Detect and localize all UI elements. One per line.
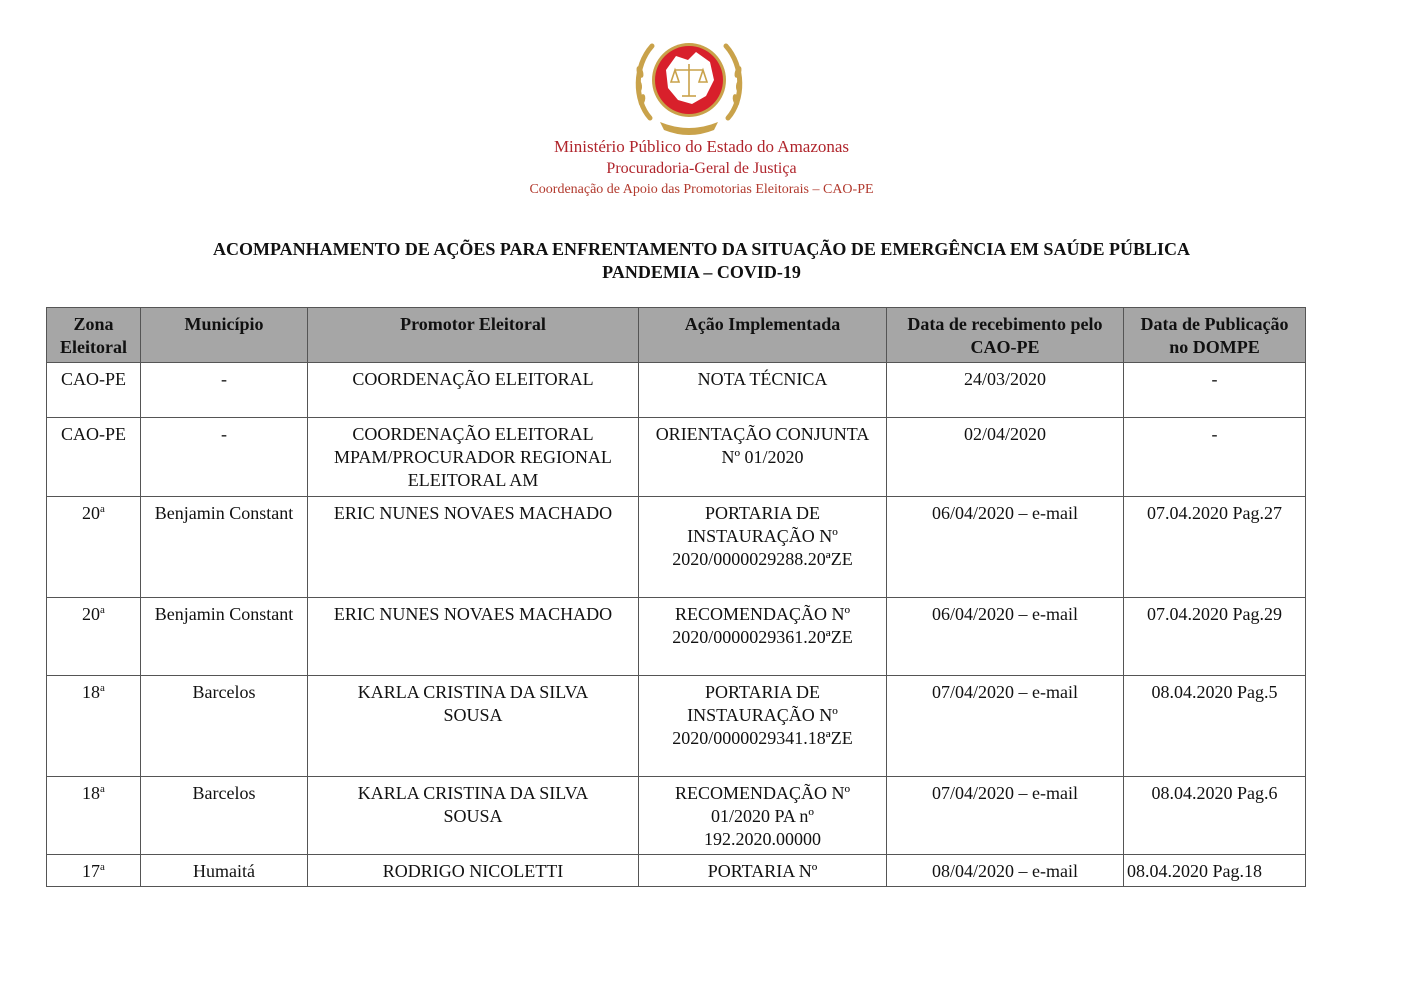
table-row	[47, 855, 1306, 887]
column-header-acao: Ação Implementada	[639, 308, 887, 363]
cell-zona: 20$^a$	[47, 598, 141, 676]
cell-data-recebimento: 06/04/2020 – e-mail	[887, 497, 1124, 598]
table-row	[47, 418, 1306, 497]
cell-data-publicacao: 08.04.2020 Pag.6	[1124, 777, 1306, 855]
cell-municipio: Barcelos	[141, 777, 308, 855]
cell-zona: 20$^a$	[47, 497, 141, 598]
cell-promotor: COORDENAÇÃO ELEITORAL	[308, 363, 639, 418]
cell-acao: ORIENTAÇÃO CONJUNTA Nº 01/2020	[639, 418, 887, 497]
cell-data-publicacao: 07.04.2020 Pag.27	[1124, 497, 1306, 598]
cell-acao: PORTARIA Nº	[639, 855, 887, 887]
cell-zona: 17$^a$	[47, 855, 141, 887]
cell-data-recebimento: 24/03/2020	[887, 363, 1124, 418]
cell-data-publicacao: -	[1124, 363, 1306, 418]
table-row	[47, 497, 1306, 598]
cell-zona: CAO-PE	[47, 363, 141, 418]
cell-municipio: Barcelos	[141, 676, 308, 777]
cell-acao: PORTARIA DE INSTAURAÇÃO Nº 2020/0000029288.20ªZE	[639, 497, 887, 598]
institution-seal-logo	[630, 26, 748, 138]
org-name: Ministério Público do Estado do Amazonas	[553, 137, 850, 156]
column-header-data-publicacao: Data de Publicação no DOMPE	[1124, 308, 1306, 363]
table-row	[47, 598, 1306, 676]
cell-acao: RECOMENDAÇÃO Nº 2020/0000029361.20ªZE	[639, 598, 887, 676]
cell-municipio: Benjamin Constant	[141, 598, 308, 676]
document-title	[100, 238, 1303, 284]
table-row	[47, 363, 1306, 418]
cell-promotor: COORDENAÇÃO ELEITORAL MPAM/PROCURADOR REGIONAL ELEITORAL AM	[308, 418, 639, 497]
table-row	[47, 676, 1306, 777]
department-name: Procuradoria-Geral de Justiça	[606, 160, 797, 177]
cell-data-recebimento: 02/04/2020	[887, 418, 1124, 497]
cell-municipio: Humaitá	[141, 855, 308, 887]
cell-zona: 18$^a$	[47, 777, 141, 855]
cell-promotor: ERIC NUNES NOVAES MACHADO	[308, 497, 639, 598]
table-row	[47, 777, 1306, 855]
column-header-promotor: Promotor Eleitoral	[308, 308, 639, 363]
cell-data-publicacao: 08.04.2020 Pag.5	[1124, 676, 1306, 777]
cell-promotor: KARLA CRISTINA DA SILVA SOUSA	[308, 676, 639, 777]
cell-zona: CAO-PE	[47, 418, 141, 497]
cell-data-publicacao: 08.04.2020 Pag.18	[1124, 855, 1306, 887]
actions-table	[46, 307, 1306, 887]
cell-promotor: RODRIGO NICOLETTI	[308, 855, 639, 887]
column-header-municipio: Município	[141, 308, 308, 363]
cell-data-publicacao: 07.04.2020 Pag.29	[1124, 598, 1306, 676]
title-line-1: ACOMPANHAMENTO DE AÇÕES PARA ENFRENTAMENTO DA SITUAÇÃO DE EMERGÊNCIA EM SAÚDE PÚBLICA	[213, 239, 1190, 259]
cell-promotor: KARLA CRISTINA DA SILVA SOUSA	[308, 777, 639, 855]
cell-municipio: -	[141, 363, 308, 418]
cell-acao: RECOMENDAÇÃO Nº 01/2020 PA nº 192.2020.00000	[639, 777, 887, 855]
cell-municipio: Benjamin Constant	[141, 497, 308, 598]
title-line-2: PANDEMIA – COVID-19	[602, 262, 801, 282]
cell-data-recebimento: 07/04/2020 – e-mail	[887, 676, 1124, 777]
cell-data-recebimento: 06/04/2020 – e-mail	[887, 598, 1124, 676]
column-header-data-recebimento: Data de recebimento pelo CAO-PE	[887, 308, 1124, 363]
cell-acao: NOTA TÉCNICA	[639, 363, 887, 418]
cell-acao: PORTARIA DE INSTAURAÇÃO Nº 2020/0000029341.18ªZE	[639, 676, 887, 777]
cell-data-recebimento: 07/04/2020 – e-mail	[887, 777, 1124, 855]
cell-data-publicacao: -	[1124, 418, 1306, 497]
cell-promotor: ERIC NUNES NOVAES MACHADO	[308, 598, 639, 676]
cell-zona: 18$^a$	[47, 676, 141, 777]
table-header-row	[47, 308, 1306, 363]
cell-data-recebimento: 08/04/2020 – e-mail	[887, 855, 1124, 887]
unit-name: Coordenação de Apoio das Promotorias Eleitorais – CAO-PE	[529, 182, 874, 197]
cell-municipio: -	[141, 418, 308, 497]
column-header-zona: Zona Eleitoral	[47, 308, 141, 363]
